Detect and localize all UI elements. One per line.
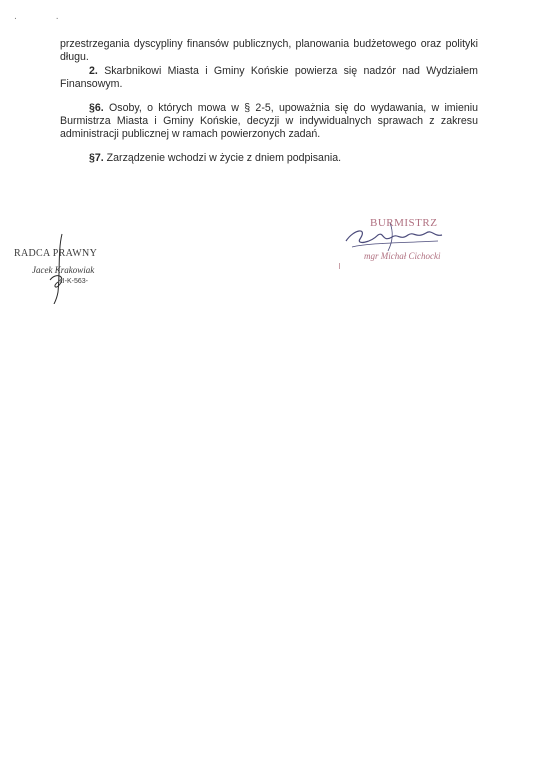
document-body [60, 38, 478, 165]
paragraph-2-number: 2. [89, 64, 98, 77]
paragraph-1-text: przestrzegania dyscypliny finansów publicznych, planowania budżetowego oraz polityki długu. [60, 38, 478, 64]
legal-advisor-stamp [14, 232, 134, 304]
paragraph-4-section: §7. [89, 151, 104, 164]
paragraph-2 [60, 65, 478, 92]
paragraph-1 [60, 38, 478, 65]
paragraph-3-text: Osoby, o których mowa w § 2-5, upoważnia się do wydawania, w imieniu Burmistrza Miasta i Gminy Końskie, decyzji w indywidualnych sprawach z zakresu administracji publicznej w ramach powierzonych zadań. [60, 101, 478, 141]
paragraph-4-text: Zarządzenie wchodzi w życie z dniem podpisania. [103, 151, 342, 164]
legal-advisor-code: KI-K-563- [58, 278, 88, 285]
legal-advisor-name: Jacek Krakowiak [32, 265, 95, 275]
paragraph-3-section: §6. [89, 101, 104, 114]
paragraph-4 [60, 152, 478, 165]
paragraph-2-text: Skarbnikowi Miasta i Gminy Końskie powierza się nadzór nad Wydziałem Finansowym. [60, 64, 478, 91]
mayor-name: mgr Michał Cichocki [364, 251, 441, 261]
legal-advisor-title: RADCA PRAWNY [14, 248, 98, 259]
scan-mark [339, 263, 340, 269]
mayor-title: BURMISTRZ [370, 217, 438, 229]
paragraph-3 [60, 102, 478, 142]
mayor-stamp [338, 213, 478, 273]
scan-specks: . . [14, 12, 77, 22]
